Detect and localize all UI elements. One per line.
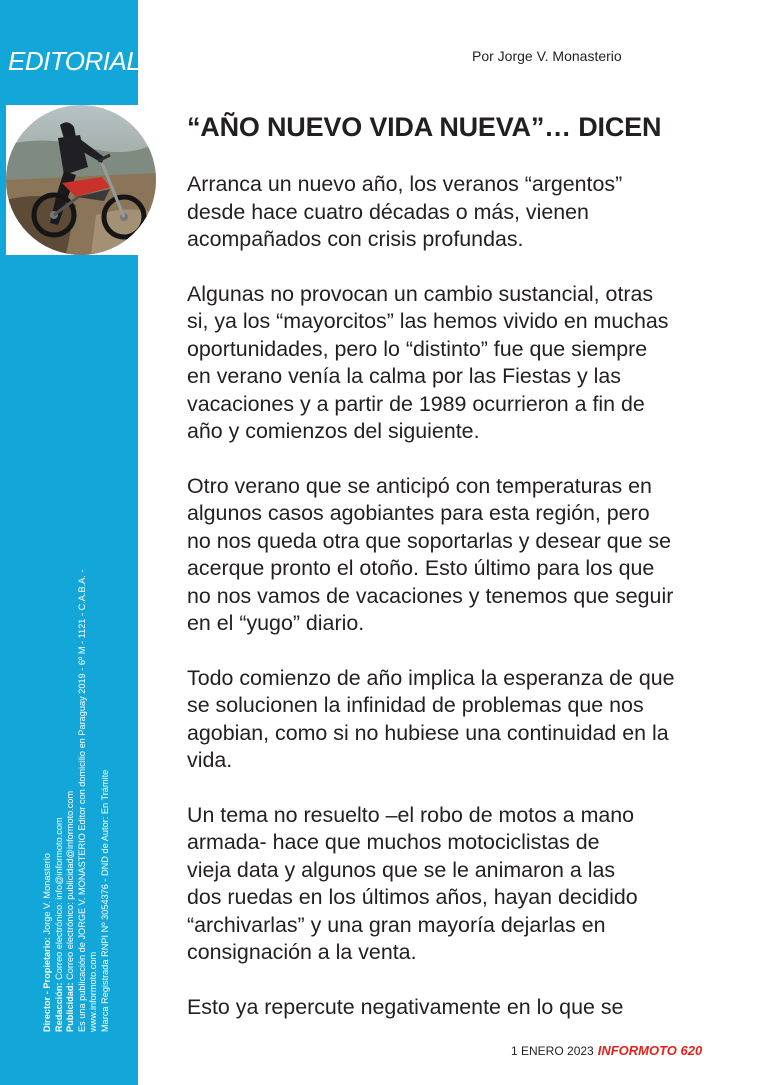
credit-trademark: Marca Registrada RNPI Nº 3054376 - DND de Autor: En Trámite: [99, 769, 110, 1032]
paragraph-line: en el “yugo” diario.: [187, 611, 365, 635]
paragraph-line: no nos vamos de vacaciones y tenemos que seguir: [187, 583, 674, 608]
paragraph-line: desde hace cuatro décadas o más, vienen: [187, 199, 589, 224]
credit-redaccion: [54, 502, 66, 1032]
section-label: EDITORIAL: [8, 46, 141, 76]
article-paragraph: [187, 281, 727, 446]
paragraph-line: “archivarlas” y una gran mayoría dejarlas en: [187, 912, 606, 937]
credit-redaccion-label: Redacción:: [53, 982, 64, 1032]
article-paragraph: [187, 994, 727, 1022]
paragraph-line: se solucionen la infinidad de problemas que nos: [187, 693, 644, 717]
paragraph-line: dos ruedas en los últimos años, hayan decidido: [187, 885, 638, 909]
paragraph-line: Todo comienzo de año implica la esperanza de que: [187, 665, 675, 690]
article-paragraph: [187, 473, 727, 638]
paragraph-line: no nos queda otra que soportarlas y desear que se: [187, 528, 671, 553]
magazine-name: INFORMOTO 620: [597, 1043, 703, 1058]
paragraph-line: acerque pronto el otoño. Esto último para los que: [187, 556, 655, 580]
paragraph-line: Arranca un nuevo año, los veranos “argentos”: [187, 172, 623, 196]
credit-publicidad: [65, 502, 77, 1032]
paragraph-line: vieja data y algunos que se le animaron a las: [187, 857, 616, 882]
byline: Por Jorge V. Monasterio: [472, 48, 622, 64]
paragraph-line: vida.: [187, 748, 233, 772]
paragraph-line: Algunas no provocan un cambio sustancial, otras: [187, 281, 654, 306]
headline: “AÑO NUEVO VIDA NUEVA”… DICEN: [187, 112, 662, 142]
paragraph-line: armada- hace que muchos motociclistas de: [187, 830, 600, 854]
credit-publisher: Es una publicación de JORGE V. MONASTERIO Editor con domicilio en Paraguay 2019 - 6º M - 1121 - C.A.B.A. -: [76, 569, 87, 1032]
article-paragraph: [187, 171, 727, 254]
credit-director-label: Director - Propietario:: [42, 937, 52, 1032]
paragraph-line: año y comienzos del siguiente.: [187, 419, 480, 443]
author-photo: [6, 105, 156, 255]
credit-publicidad-label: Publicidad:: [65, 982, 76, 1032]
credit-director: [42, 502, 54, 1032]
article-paragraph: [187, 665, 727, 775]
paragraph-line: Otro verano que se anticipó con temperaturas en: [187, 473, 652, 498]
credit-director-value: Jorge V. Monasterio: [42, 853, 52, 938]
paragraph-line: algunos casos agobiantes para esta región, pero: [187, 501, 650, 525]
issue-date: 1 ENERO 2023: [511, 1044, 594, 1058]
sidebar-band: [0, 0, 141, 1085]
paragraph-line: si, ya los “mayorcitos” las hemos vivido en muchas: [187, 309, 669, 333]
article-body: [187, 171, 727, 1048]
photo-frame: [6, 105, 156, 255]
paragraph-line: vacaciones y a partir de 1989 ocurrieron a fin de: [187, 391, 645, 416]
author-riding-motorcycle-photo: [6, 105, 156, 255]
article-paragraph: [187, 802, 727, 967]
credit-website: www.informoto.com: [88, 951, 99, 1032]
paragraph-line: Un tema no resuelto –el robo de motos a mano: [187, 802, 635, 827]
paragraph-line: agobian, como si no hubiese una continuidad en la: [187, 720, 669, 745]
paragraph-line: consignación a la venta.: [187, 940, 417, 964]
paragraph-line: Esto ya repercute negativamente en lo que se: [187, 994, 624, 1019]
paragraph-line: oportunidades, pero lo “distinto” fue que siempre: [187, 336, 648, 361]
credit-redaccion-value: Correo electrónico: info@informoto.com: [53, 817, 64, 983]
publication-credits: [42, 502, 112, 1032]
paragraph-line: en verano venía la calma por las Fiestas y las: [187, 364, 621, 388]
paragraph-line: acompañados con crisis profundas.: [187, 227, 524, 251]
page-footer: [511, 1043, 702, 1058]
credit-publicidad-value: Correo electrónico: publicidad@informoto.com: [65, 790, 76, 983]
